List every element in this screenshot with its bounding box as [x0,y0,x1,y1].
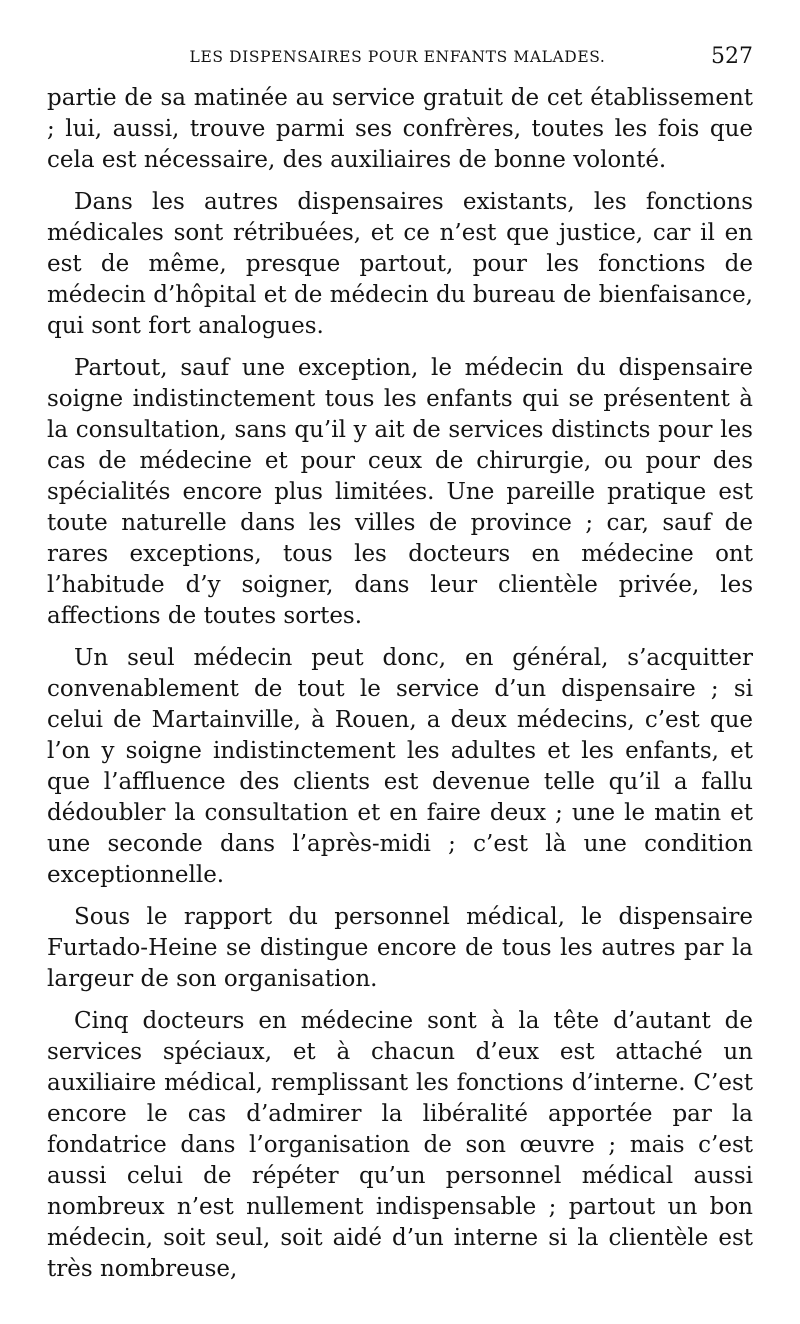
paragraph-1: partie de sa matinée au service gratuit de cet établissement ; lui, aussi, trouve parmi ses confrères, toutes les fois que cela est nécessaire, des auxiliaires de bonne volonté. [47,85,753,173]
paragraph-6: Cinq docteurs en médecine sont à la tête d’autant de services spéciaux, et à chacun d’eux est attaché un auxiliaire médical, remplissant les fonctions d’interne. C’est encore le cas d’admirer la libéralité apportée par la fondatrice dans l’organisation de son œuvre ; mais c’est aussi celui de répéter qu’un personnel médical aussi nombreux n’est nullement indispensable ; partout un bon médecin, soit seul, soit aidé d’un interne si la clientèle est très nombreuse, [47,1008,753,1282]
paragraph-3: Partout, sauf une exception, le médecin du dispensaire soigne indistinctement tous les enfants qui se présentent à la consultation, sans qu’il y ait de services distincts pour les cas de médecine et pour ceux de chirurgie, ou pour des spécialités encore plus limitées. Une pareille pratique est toute naturelle dans les villes de province ; car, sauf de rares exceptions, tous les docteurs en médecine ont l’habitude d’y soigner, dans leur clientèle privée, les affections de toutes sortes. [47,355,753,629]
paragraph-4: Un seul médecin peut donc, en général, s’acquitter convenablement de tout le service d’un dispensaire ; si celui de Martainville, à Rouen, a deux médecins, c’est que l’on y soigne indistinctement les adultes et les enfants, et que l’affluence des clients est devenue telle qu’il a fallu dédoubler la consultation et en faire deux ; une le matin et une seconde dans l’après-midi ; c’est là une condition exceptionnelle. [47,645,753,888]
running-header: LES DISPENSAIRES POUR ENFANTS MALADES. [189,48,606,66]
paragraph-2: Dans les autres dispensaires existants, les fonctions médicales sont rétribuées, et ce n’est que justice, car il en est de même, presque partout, pour les fonctions de médecin d’hôpital et de médecin du bureau de bienfaisance, qui sont fort analogues. [47,189,753,339]
paragraph-5: Sous le rapport du personnel médical, le dispensaire Furtado-Heine se distingue encore de tous les autres par la largeur de son organisation. [47,904,753,992]
body-text [47,83,753,1296]
page-number: 527 [711,44,753,69]
